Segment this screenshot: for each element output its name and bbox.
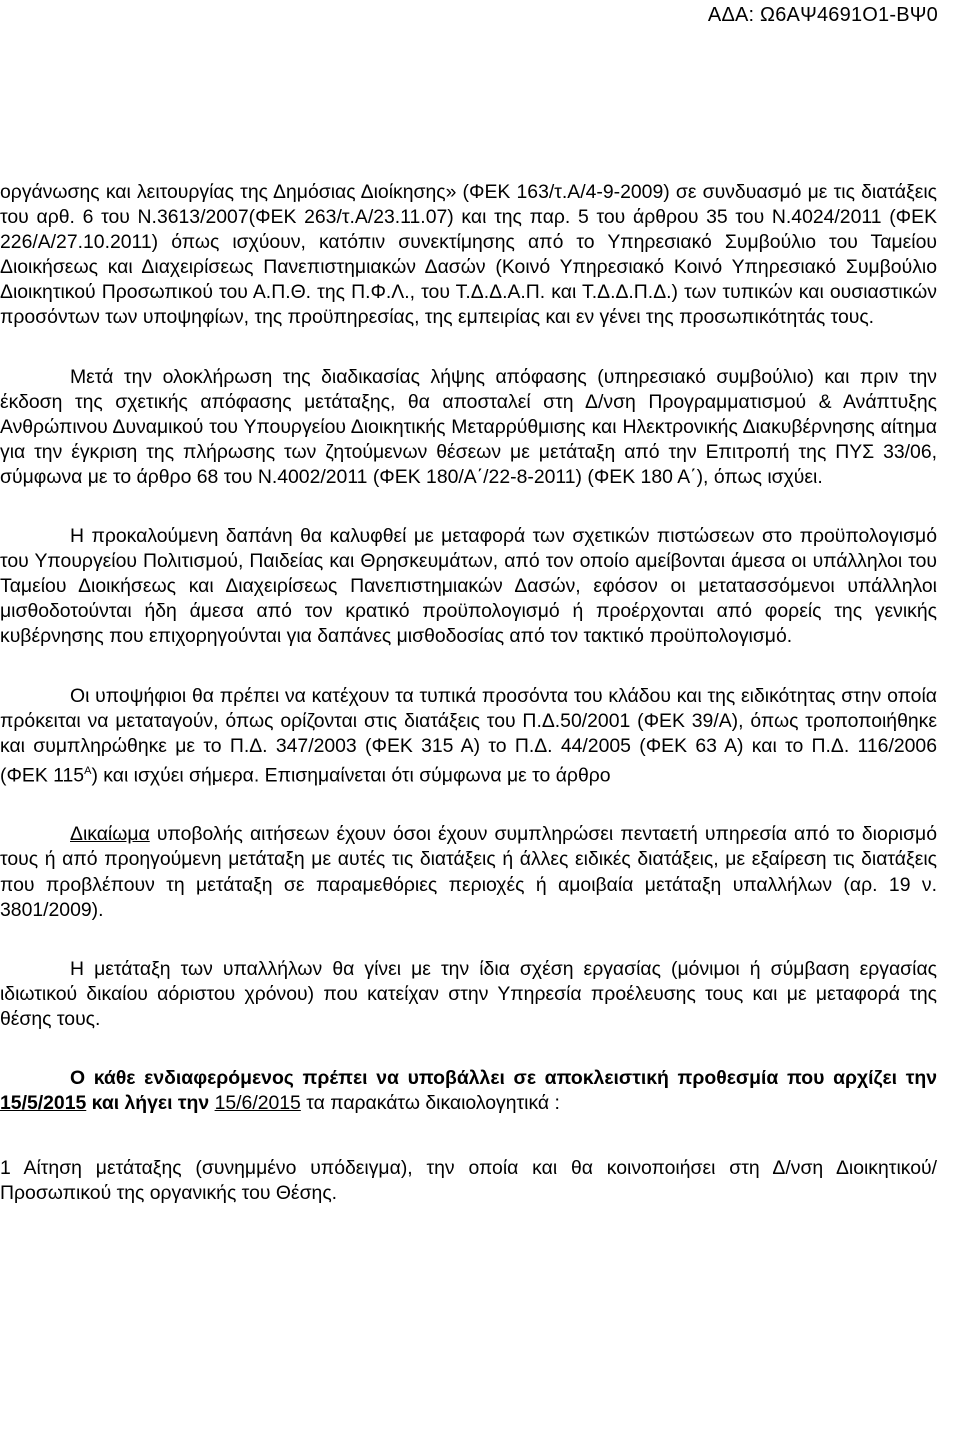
deadline-start-date: 15/5/2015	[0, 1092, 87, 1115]
deadline-middle: και λήγει την	[86, 1092, 215, 1115]
eligibility-text: υποβολής αιτήσεων έχουν όσοι έχουν συμπληρώσει πενταετή υπηρεσία από το διορισμό τους ή από προηγούμενη μετάταξη με αυτές τις διατάξεις ή άλλες ειδικές διατάξεις, με εξαίρεση τις διατάξεις που προβλέπουν τη μετάταξη σε παραμεθόριες περιοχές ή αμοιβαία μετάταξη υπαλλήλων (αρ. 19 ν. 3801/2009).	[0, 823, 937, 921]
ada-code: ΑΔΑ: Ω6ΑΨ4691Ο1-ΒΨ0	[707, 4, 938, 26]
superscript-a: Α	[84, 764, 92, 777]
deadline-end-date: 15/6/2015	[214, 1092, 301, 1115]
paragraph-legal-basis: οργάνωσης και λειτουργίας της Δημόσιας Διοίκησης» (ΦΕΚ 163/τ.Α/4-9-2009) σε συνδυασμό με τις διατάξεις του αρθ. 6 του Ν.3613/2007(ΦΕΚ 263/τ.Α/23.11.07) και της παρ. 5 του άρθρου 35 του Ν.4024/2011 (ΦΕΚ 226/Α/27.10.2011) όπως ισχύουν, κατόπιν συνεκτίμησης από το Υπηρεσιακό Συμβούλιο του Ταμείου Διοικήσεως και Διαχειρίσεως Πανεπιστημιακών Δασών (Κοινό Υπηρεσιακό Κοινό Υπηρεσιακό Συμβούλιο Διοικητικού Προσωπικού του Α.Π.Θ. της Π.Φ.Λ., του Τ.Δ.Δ.Α.Π. και Τ.Δ.Δ.Π.Δ.) των τυπικών και ουσιαστικών προσόντων των υποψηφίων, της προϋπηρεσίας, της εμπειρίας και εν γένει της προσωπικότητάς τους.	[0, 181, 937, 329]
deadline-intro: Ο κάθε ενδιαφερόμενος πρέπει να υποβάλλει σε αποκλειστική προθεσμία που αρχίζει την	[70, 1067, 937, 1089]
paragraph-qualifications	[0, 684, 937, 789]
eligibility-heading: Δικαίωμα	[70, 823, 150, 846]
paragraph-eligibility	[0, 822, 937, 922]
qualifications-tail: ) και ισχύει σήμερα. Επισημαίνεται ότι σύμφωνα με το άρθρο	[91, 764, 611, 787]
paragraph-approval-procedure: Μετά την ολοκλήρωση της διαδικασίας λήψης απόφασης (υπηρεσιακό συμβούλιο) και πριν την έκδοση της σχετικής απόφασης μετάταξης, θα αποσταλεί στη Δ/νση Προγραμματισμού & Ανάπτυξης Ανθρώπινου Δυναμικού του Υπουργείου Διοικητικής Μεταρρύθμισης και Ηλεκτρονικής Διακυβέρνησης αίτημα για την έγκριση της πλήρωσης των ζητούμενων θέσεων με μετάταξη από την Επιτροπή της ΠΥΣ 33/06, σύμφωνα με το άρθρο 68 του Ν.4002/2011 (ΦΕΚ 180/Α΄/22-8-2011) (ΦΕΚ 180 Α΄), όπως ισχύει.	[0, 365, 937, 488]
paragraph-deadline	[0, 1066, 937, 1116]
deadline-tail: τα παρακάτω δικαιολογητικά :	[300, 1092, 560, 1115]
document-body	[0, 180, 937, 1206]
paragraph-document-1: 1 Αίτηση μετάταξης (συνημμένο υπόδειγμα), την οποία και θα κοινοποιήσει στη Δ/νση Διοικητικού/Προσωπικού της οργανικής του Θέσης.	[0, 1157, 937, 1205]
paragraph-expense: Η προκαλούμενη δαπάνη θα καλυφθεί με μεταφορά των σχετικών πιστώσεων στο προϋπολογισμό του Υπουργείου Πολιτισμού, Παιδείας και Θρησκευμάτων, από τον οποίο αμείβονται άμεσα οι υπάλληλοι του Ταμείου Διοικήσεως και Διαχειρίσεως Πανεπιστημιακών Δασών, εφόσον οι μετατασσόμενοι υπάλληλοι μισθοδοτούνται ήδη άμεσα από τον κρατικό προϋπολογισμό ή προέρχονται από φορείς της γενικής κυβέρνησης που επιχορηγούνται για δαπάνες μισθοδοσίας από τον τακτικό προϋπολογισμό.	[0, 525, 937, 648]
qualifications-text: Οι υποψήφιοι θα πρέπει να κατέχουν τα τυπικά προσόντα του κλάδου και της ειδικότητας στην οποία πρόκειται να μεταταγούν, όπως ορίζονται στις διατάξεις του Π.Δ.50/2001 (ΦΕΚ 39/Α), όπως τροποποιήθηκε και συμπληρώθηκε με το Π.Δ. 347/2003 (ΦΕΚ 315 Α) το Π.Δ. 44/2005 (ΦΕΚ 63 Α) και το Π.Δ. 116/2006 (ΦΕΚ 115	[0, 684, 937, 787]
paragraph-employment-relation: Η μετάταξη των υπαλλήλων θα γίνει με την ίδια σχέση εργασίας (μόνιμοι ή σύμβαση εργασίας ιδιωτικού δικαίου αόριστου χρόνου) που κατείχαν στην Υπηρεσία προέλευσης τους και με μεταφορά της θέσης τους.	[0, 957, 937, 1030]
